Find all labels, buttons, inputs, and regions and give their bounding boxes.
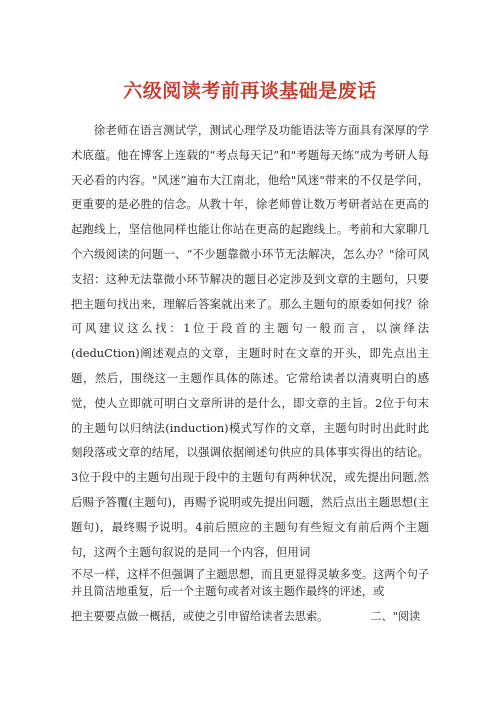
tail-last-line: [71, 608, 429, 625]
section-two-fragment: 二、"阅读: [370, 610, 421, 623]
document-title: 六级阅读考前再谈基础是废话: [123, 80, 377, 102]
body-paragraph: 徐老师在语言测试学，测试心理学及功能语法等方面具有深厚的学术底蕴。他在博客上连载的“考点每天记”和"考题每天练”成为考研人每天必看的内容。"风迷”遍布大江南北，他给"风迷"带来的不仅是学问，更重要的是必胜的信念。从教十年，徐老师曾让数万考研者站在更高的起跑线上，坚信他同样也能让你站在更高的起跑线上。考前和大家聊几个六级阅读的问题一、“不少题靠微小环节无法解决，怎么办？"徐可风支招：这种无法靠微小环节解决的题目必定涉及到文章的主题句，只要把主题句找出来，理解后答案就出来了。那么主题句的原委如何找？徐可风建议这么找：1位于段首的主题句一般而言，以演绎法(deduCtion)阐述观点的文章，主题时时在文章的开头，即先点出主题，然后，围绕这一主题作具体的陈述。它常给读者以清爽明白的感觉，使人立即就可明白文章所讲的是什么，即文章的主旨。2位于句末的主题句以归纳法(induction)模式写作的文章，主题句时时出此时此刻段落或文章的结尾，以强调依据阐述句供应的具体事实得出的结论。3位于段中的主题句出现于段中的主题句有两种状况，或先提出问题,然后赐予答覆(主题句)，再赐予说明或先提出问题，然后点出主题思想(主题句)，最终赐予说明。4前后照应的主题句有些短文有前后两个主题句，这两个主题句叙说的是同一个内容，但用词: [71, 123, 429, 559]
tail-last-text: 把主要要点做一概括，或使之引申留给读者去思索。: [71, 610, 329, 623]
tail-paragraph: 不尽一样，这样不但强调了主题思想，而且更显得灵敏多变。这两个句子并且简洁地重复，后一个主题句或者对该主题作最终的评述，或: [71, 568, 430, 598]
